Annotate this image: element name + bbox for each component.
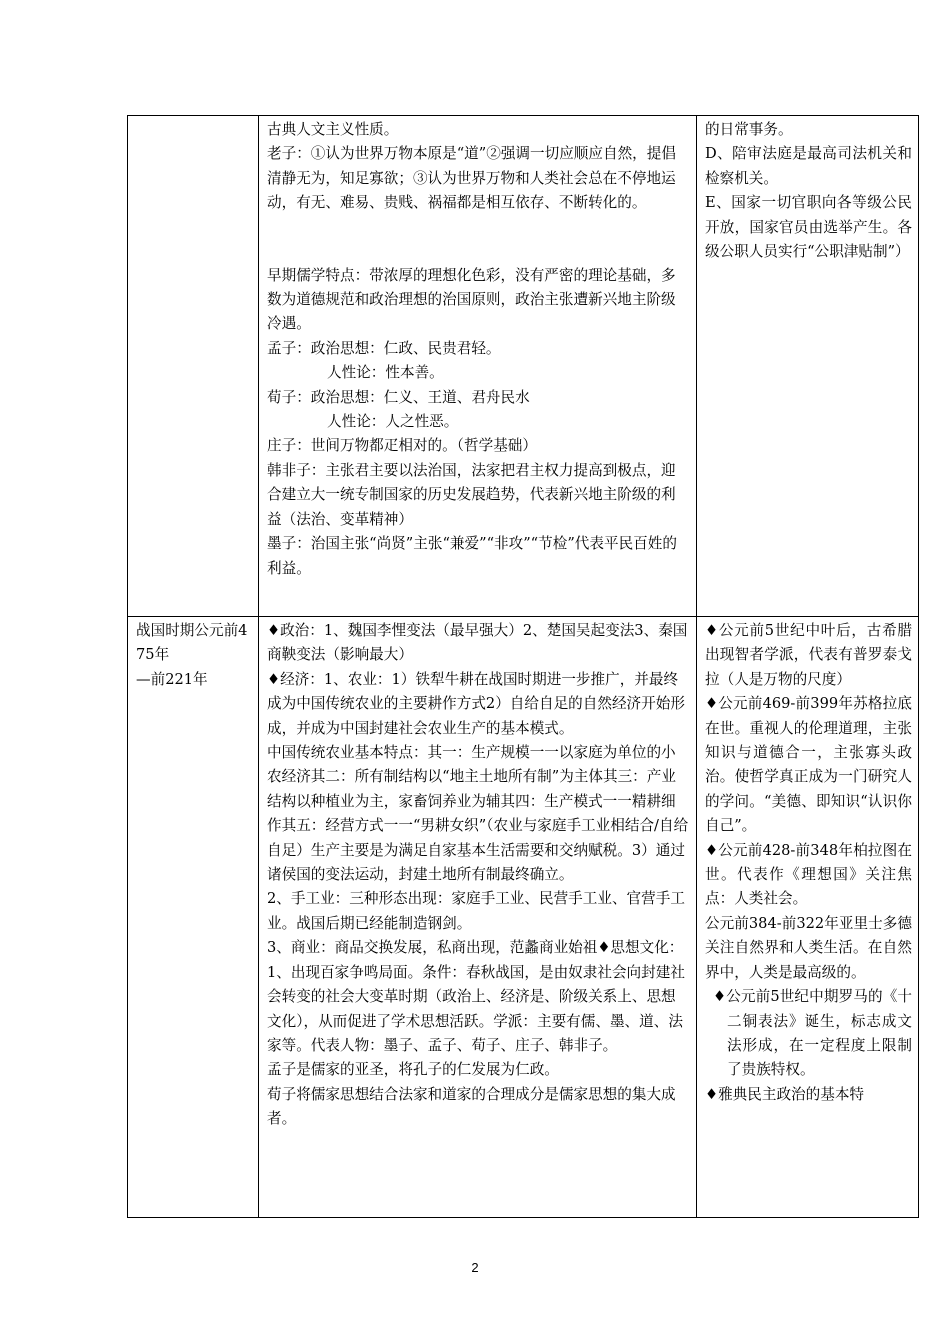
- paragraph: 荀子将儒家思想结合法家和道家的合理成分是儒家思想的集大成者。: [267, 1085, 676, 1128]
- table-row: [128, 617, 919, 1218]
- china-cell: [259, 617, 697, 1218]
- paragraph: 庄子：世间万物都疋相对的。（哲学基础）: [267, 437, 537, 455]
- paragraph: E、国家一切官职向各等级公民开放，国家官员由选举产生。各级公职人员实行“公职津贴制”）: [705, 194, 912, 261]
- paragraph: 2、手工业：三种形态出现：家庭手工业、民营手工业、官营手工业。战国后期已经能制造钢剑。: [267, 890, 685, 932]
- paragraph: ♦经济：1、农业：1）铁犁牛耕在战国时期进一步推广，并最终成为中国传统农业的主要耕作方式2）自给自足的自然经济开始形成，并成为中国封建社会农业生产的基本模式。: [267, 670, 685, 737]
- paragraph: D、陪审法庭是最高司法机关和检察机关。: [705, 145, 912, 187]
- period-cell: [128, 116, 259, 617]
- paragraph: 中国传统农业基本特点：其一：生产规模一一以家庭为单位的小农经济其二：所有制结构以“地主土地所有制”为主体其三：产业结构以种植业为主，家畜饲养业为辅其四：生产模式一一精耕细作其五：经营方式一一“男耕女织”（农业与家庭手工业相结合/自给自足）生产主要是为满足自家基本生活需要和交纳赋税。3）通过诸侯国的变法运动，封建土地所有制最终确立。: [267, 744, 689, 884]
- paragraph: 早期儒学特点：带浓厚的理想化色彩，没有严密的理论基础，多数为道德规范和政治理想的治国原则，政治主张遭新兴地主阶级冷遇。: [267, 266, 676, 333]
- paragraph: ♦公元前469-前399年苏格拉底在世。重视人的伦理道理，主张知识与道德合一，主张寡头政治。使哲学真正成为一门研究人的学问。“美德、即知识“认识你自己”。: [705, 695, 912, 835]
- paragraph: ♦公元前428-前348年柏拉图在世。代表作《理想国》关注焦点：人类社会。: [705, 841, 912, 908]
- paragraph: ♦雅典民主政治的基本特: [705, 1085, 865, 1103]
- history-comparison-table: [127, 115, 919, 1218]
- china-cell: [259, 116, 697, 617]
- paragraph: 荀子：政治思想：仁义、王道、君舟民水: [267, 388, 530, 406]
- west-cell: [697, 617, 919, 1218]
- period-cell: [128, 617, 259, 1218]
- paragraph: 孟子是儒家的亚圣，将孔子的仁发展为仁政。: [267, 1061, 559, 1079]
- paragraph: 古典人文主义性质。: [267, 121, 399, 138]
- paragraph: 老子：①认为世界万物本原是“道”②强调一切应顺应自然，提倡清静无为，知足寡欲；③认为世界万物和人类社会总在不停地运动，有无、难易、贵贱、祸福都是相互依存、不断转化的。: [267, 145, 676, 212]
- paragraph: 人性论：性本善。: [327, 364, 444, 382]
- paragraph: ♦公元前5世纪中期罗马的《十二铜表法》诞生，标志成文法形成，在一定程度上限制了贵族特权。: [713, 988, 912, 1079]
- paragraph: ♦政治：1、魏国李悝变法（最早强大）2、楚国吴起变法3、秦国商鞅变法（影响最大）: [267, 622, 688, 664]
- paragraph: 3、商业：商品交换发展，私商出现，范蠡商业始祖♦思想文化：1、出现百家争鸣局面。条件：春秋战国，是由奴隶社会向封建社会转变的社会大变革时期（政治上、经济是、阶级关系上、思想文化），从而促进了学术思想活跃。学派：主要有儒、墨、道、法家等。代表人物：墨子、孟子、荀子、庄子、韩非子。: [267, 939, 685, 1054]
- paragraph: 孟子：政治思想：仁政、民贵君轻。: [267, 339, 501, 357]
- west-cell: [697, 116, 919, 617]
- table-row: [128, 116, 919, 617]
- paragraph: 墨子：治国主张“尚贤”主张“兼爱”“非攻”“节检”代表平民百姓的利益。: [267, 535, 677, 577]
- period-label: 战国时期公元前475年: [136, 622, 248, 664]
- paragraph: 韩非子：主张君主要以法治国，法家把君主权力提高到极点，迎合建立大一统专制国家的历史发展趋势，代表新兴地主阶级的利益（法治、变革精神）: [267, 461, 676, 528]
- paragraph: 的日常事务。: [705, 121, 793, 138]
- paragraph: 公元前384-前322年亚里士多德关注自然界和人类生活。在自然界中，人类是最高级的。: [705, 914, 912, 981]
- paragraph: 人性论：人之性恶。: [327, 413, 459, 431]
- page-number: 2: [471, 1260, 479, 1275]
- period-label: —前221年: [136, 670, 208, 688]
- paragraph: ♦公元前5世纪中叶后，古希腊出现智者学派，代表有普罗泰戈拉（人是万物的尺度）: [705, 622, 912, 688]
